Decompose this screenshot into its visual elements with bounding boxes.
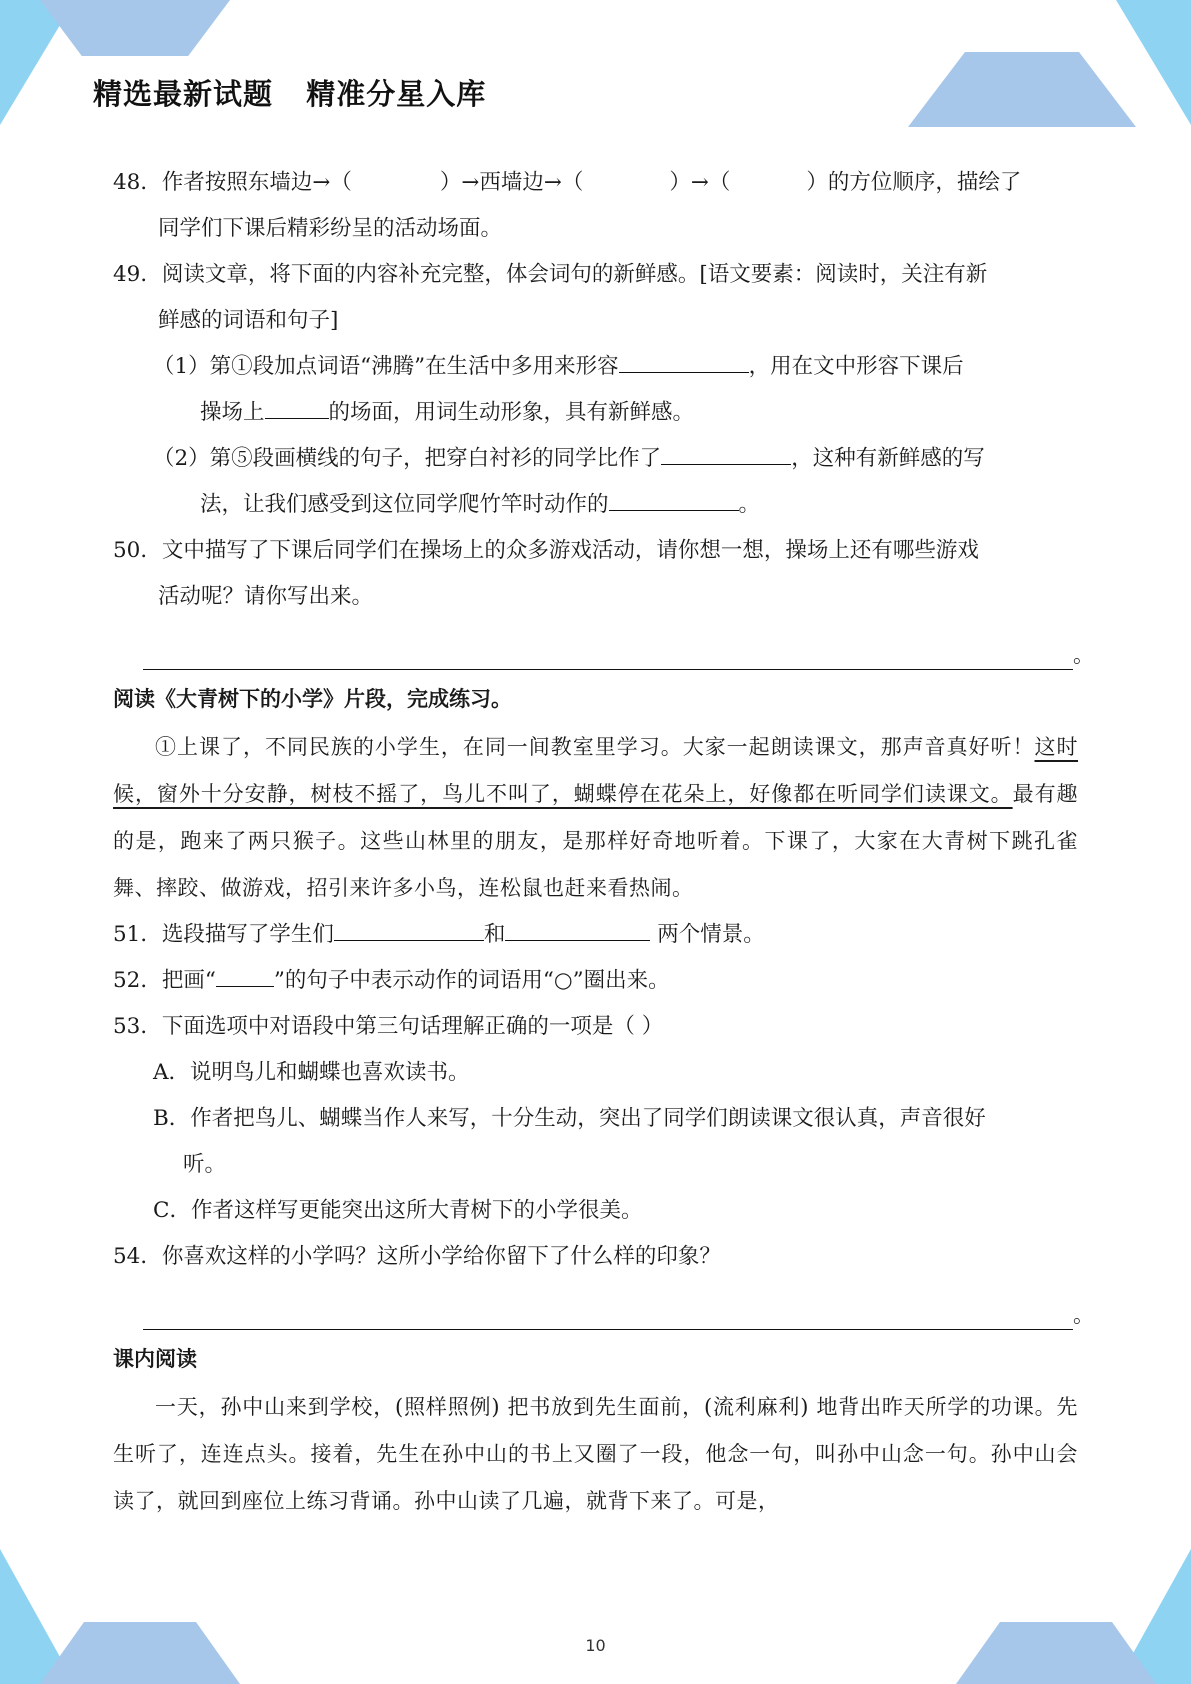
question-text: （2）第⑤段画横线的句子，把穿白衬衫的同学比作了 [153, 446, 662, 471]
question-text: 法，让我们感受到这位同学爬竹竿时动作的 [200, 492, 609, 517]
question-text: 把画“ [161, 968, 216, 993]
question-49-part-1 [113, 344, 1078, 390]
question-49-part-2 [113, 436, 1078, 482]
question-text: （1）第①段加点词语“沸腾”在生活中多用来形容 [153, 354, 619, 379]
question-number: 49． [113, 262, 162, 287]
question-number: 52． [113, 968, 162, 993]
answer-blank[interactable] [619, 350, 749, 373]
question-text: 下面选项中对语段中第三句话理解正确的一项是（ ） [161, 1014, 664, 1039]
passage-text: 最有趣的是，跑来了两只猴子。这些山林里的朋友，是那样好奇地听着。下课了，大家在大青树下跳孔雀舞、摔跤、做游戏，招引来许多小鸟，连松鼠也赶来看热闹。 [113, 782, 1079, 900]
question-text: 和 [483, 922, 506, 947]
underline-sample [216, 964, 274, 987]
question-text: ）→（ [669, 170, 731, 195]
option-b[interactable]: B．作者把鸟儿、蝴蝶当作人来写，十分生动，突出了同学们朗读课文很认真，声音很好 [153, 1106, 986, 1131]
answer-underline[interactable] [143, 1299, 1073, 1330]
question-text: 你喜欢这样的小学吗？这所小学给你留下了什么样的印象？ [161, 1244, 721, 1269]
question-text: 。 [738, 492, 761, 517]
question-text: 选段描写了学生们 [161, 922, 334, 947]
line-end-mark: 。 [1073, 1303, 1094, 1327]
answer-blank[interactable] [505, 918, 650, 941]
question-49-part-1-continued [113, 390, 1078, 436]
answer-underline[interactable] [143, 639, 1073, 670]
question-number: 50． [113, 538, 162, 563]
answer-blank[interactable] [265, 396, 329, 419]
question-text: ，这种有新鲜感的写 [791, 446, 985, 471]
question-text: 操场上 [200, 400, 265, 425]
answer-blank[interactable] [661, 442, 791, 465]
question-number: 51． [113, 922, 162, 947]
question-48 [113, 160, 1078, 206]
option-a[interactable]: A．说明鸟儿和蝴蝶也喜欢读书。 [153, 1060, 470, 1085]
corner-decoration-top-right [1116, 0, 1191, 125]
answer-line[interactable] [113, 620, 1094, 670]
page-header-title: 精选最新试题 精准分星入库 [93, 77, 487, 111]
question-number: 54． [113, 1244, 162, 1269]
question-text: ，用在文中形容下课后 [748, 354, 964, 379]
section-heading: 阅读《大青树下的小学》片段，完成练习。 [113, 687, 512, 711]
question-text: 两个情景。 [650, 922, 765, 947]
question-53 [113, 1004, 1078, 1050]
question-text: ）的方位顺序，描绘了 [806, 170, 1022, 195]
question-text: 作者按照东墙边→（ [161, 170, 352, 195]
question-48-continued: 同学们下课后精彩纷呈的活动场面。 [158, 216, 503, 241]
question-text: 文中描写了下课后同学们在操场上的众多游戏活动，请你想一想，操场上还有哪些游戏 [161, 538, 979, 563]
option-b-continued: 听。 [183, 1152, 227, 1177]
corner-decoration-top-right-band [908, 52, 1136, 127]
question-text: ）→西墙边→（ [439, 170, 584, 195]
passage-text: ①上课了，不同民族的小学生，在同一间教室里学习。大家一起朗读课文，那声音真好听！ [155, 735, 1035, 759]
question-number: 48． [113, 170, 162, 195]
question-54 [113, 1234, 1078, 1280]
question-49 [113, 252, 1078, 298]
question-text: 的场面，用词生动形象，具有新鲜感。 [328, 400, 695, 425]
question-text: 阅读文章，将下面的内容补充完整，体会词句的新鲜感。[语文要素：阅读时，关注有新 [161, 262, 988, 287]
underlined-sentence: 这时候，窗外十分安静，树枝不摇了，鸟儿不叫了，蝴蝶停在花朵上，好像都在听同学们读课文。 [113, 735, 1079, 806]
question-50-continued: 活动呢？请你写出来。 [158, 584, 374, 609]
question-49-part-2-continued [113, 482, 1078, 528]
section-heading: 课内阅读 [113, 1347, 197, 1371]
answer-line[interactable] [113, 1280, 1094, 1330]
page-number: 10 [585, 1636, 606, 1655]
question-51 [113, 912, 1078, 958]
question-52 [113, 958, 1078, 1004]
question-49-continued: 鲜感的词语和句子] [158, 308, 339, 333]
worksheet-content [113, 160, 1094, 1525]
answer-blank[interactable] [334, 918, 484, 941]
line-end-mark: 。 [1073, 643, 1094, 667]
option-c[interactable]: C．作者这样写更能突出这所大青树下的小学很美。 [153, 1198, 643, 1223]
answer-blank[interactable] [609, 488, 739, 511]
reading-passage [113, 724, 1078, 912]
question-number: 53． [113, 1014, 162, 1039]
question-50 [113, 528, 1078, 574]
question-text: ”的句子中表示动作的词语用“○”圈出来。 [273, 968, 670, 993]
reading-passage: 一天，孙中山来到学校，(照样照例) 把书放到先生面前，(流利麻利) 地背出昨天所学的功课。先生听了，连连点头。接着，先生在孙中山的书上又圈了一段，他念一句，叫孙中山念一句。孙中山会读了，就回到座位上练习背诵。孙中山读了几遍，就背下来了。可是， [113, 1395, 1078, 1513]
